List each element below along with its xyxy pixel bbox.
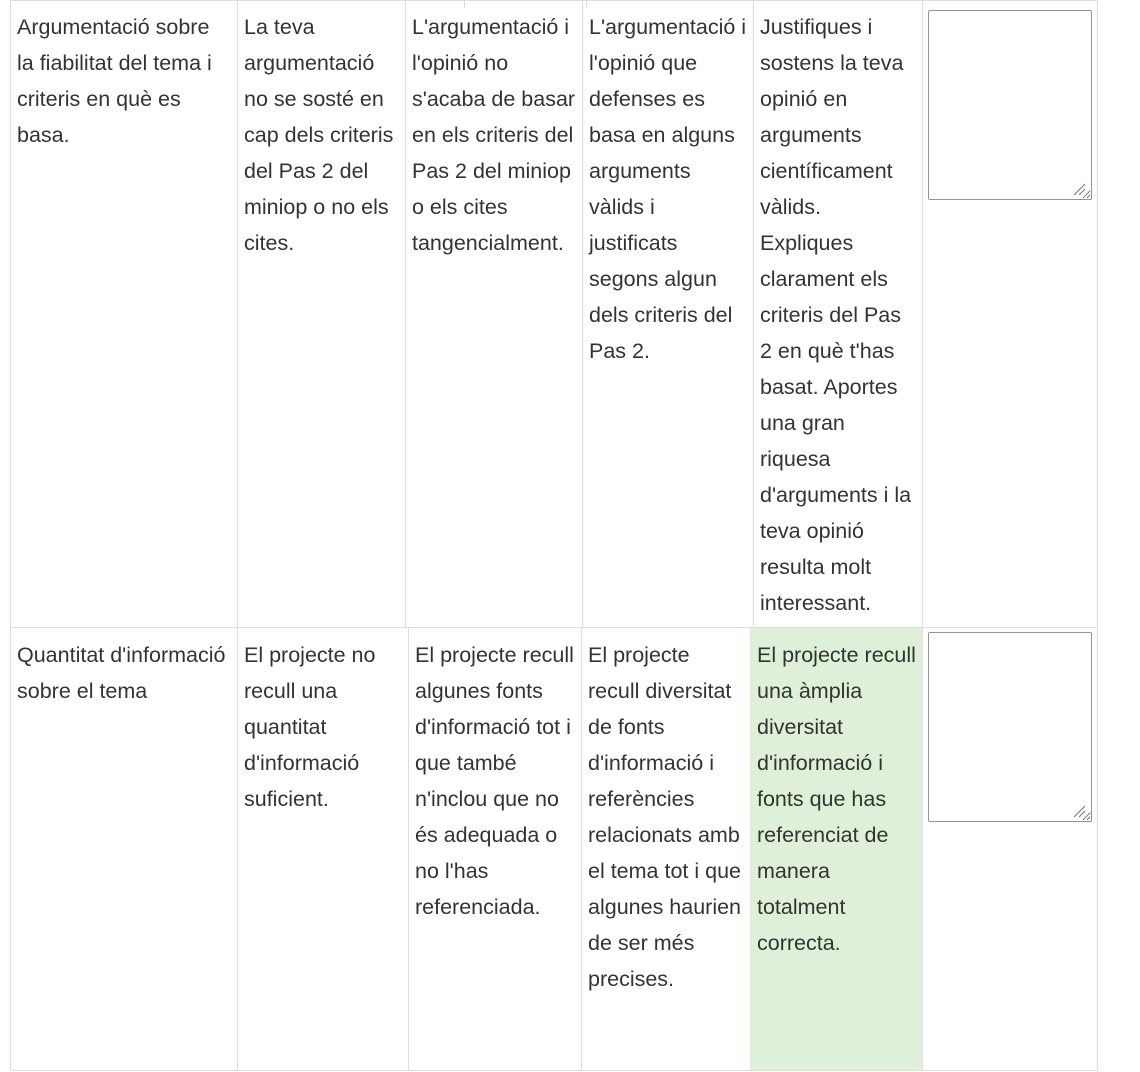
level-cell-1[interactable] bbox=[237, 628, 408, 1070]
remark-textarea[interactable] bbox=[928, 10, 1092, 200]
criterion-row-information bbox=[10, 628, 1098, 1071]
level-definition: La teva argumentació no se sosté en cap dels criteris del Pas 2 del miniop o no els cites. bbox=[244, 15, 394, 255]
level-definition: L'argumentació i l'opinió no s'acaba de basar en els criteris del Pas 2 del miniop o els cites tangencialment. bbox=[412, 15, 576, 255]
remark-cell bbox=[922, 628, 1097, 1070]
level-cell-4-selected[interactable] bbox=[750, 628, 922, 1070]
level-cell-3[interactable] bbox=[582, 0, 753, 627]
level-definition: L'argumentació i l'opinió que defenses es basa en alguns arguments vàlids i justificats segons algun dels criteris del Pas 2. bbox=[589, 15, 747, 363]
level-cell-4[interactable] bbox=[753, 0, 922, 627]
level-definition: El projecte no recull una quantitat d'informació suficient. bbox=[244, 643, 376, 811]
criterion-description-text: Argumentació sobre la fiabilitat del tema i criteris en què es basa. bbox=[17, 15, 212, 147]
level-definition: El projecte recull algunes fonts d'informació tot i que també n'inclou que no és adequada o no l'has referenciada. bbox=[415, 643, 574, 919]
level-cell-3[interactable] bbox=[581, 628, 750, 1070]
criterion-description bbox=[10, 628, 237, 1070]
criterion-description-text: Quantitat d'informació sobre el tema bbox=[17, 643, 226, 703]
remark-cell bbox=[922, 0, 1097, 627]
level-definition: El projecte recull diversitat de fonts d'informació i referències relacionats amb el tema tot i que algunes haurien de ser més precises. bbox=[588, 643, 742, 991]
level-cell-2[interactable] bbox=[408, 628, 581, 1070]
criterion-row-reliability bbox=[10, 0, 1098, 628]
level-cell-2[interactable] bbox=[405, 0, 582, 627]
criterion-description bbox=[10, 0, 237, 627]
level-cell-1[interactable] bbox=[237, 0, 405, 627]
level-definition: Justifiques i sostens la teva opinió en arguments científicament vàlids. Expliques clarament els criteris del Pas 2 en què t'has basat. Aportes una gran riquesa d'arguments i la teva opinió resulta molt interessant. bbox=[760, 15, 912, 615]
level-definition: El projecte recull una àmplia diversitat d'informació i fonts que has referenciat de manera totalment correcta. bbox=[757, 643, 916, 955]
remark-textarea[interactable] bbox=[928, 632, 1092, 822]
